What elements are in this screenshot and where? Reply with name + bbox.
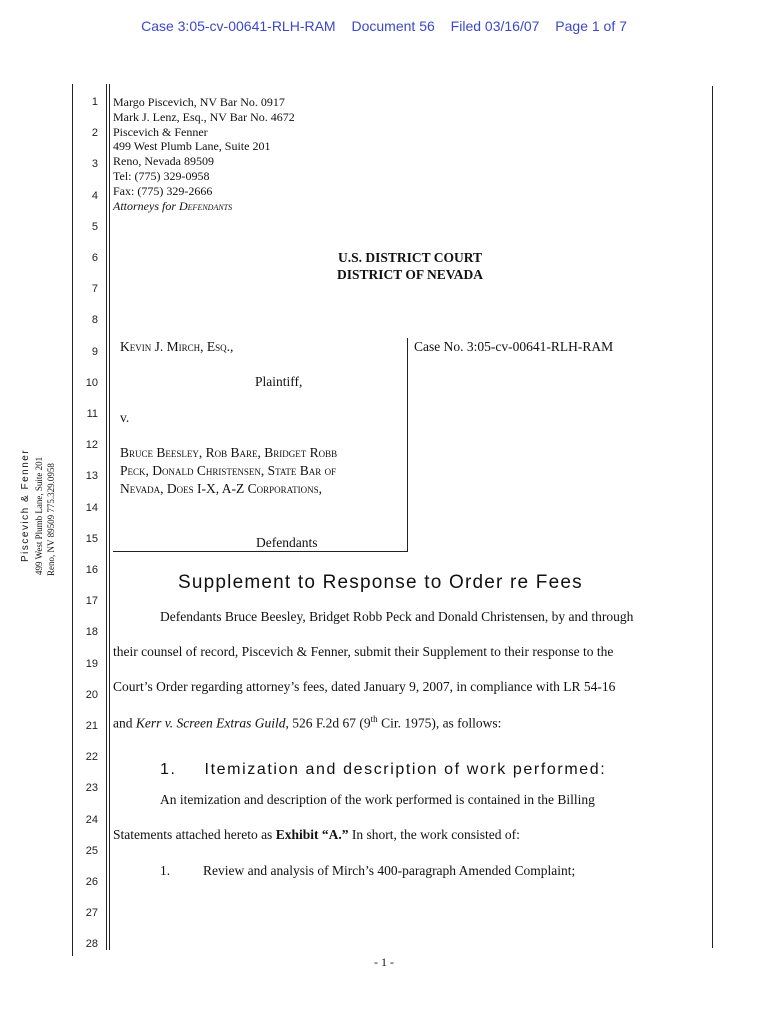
side-firm-address: 499 West Plumb Lane, Suite 201 [34, 456, 44, 575]
line-number: 4 [91, 189, 98, 202]
attorney-line: Margo Piscevich, NV Bar No. 0917 [113, 95, 285, 109]
versus-label: v. [120, 410, 130, 425]
margin-line-left-inner [106, 84, 107, 950]
line-number: 19 [85, 657, 98, 670]
line-number: 24 [85, 813, 98, 826]
defendants-line-1: Bruce Beesley, Rob Bare, Bridget Robb [120, 445, 338, 460]
header-document-number: Document 56 [351, 18, 435, 34]
body-para2-line1: An itemization and description of the work performed is contained in the Billing [160, 792, 595, 807]
court-line-2: DISTRICT OF NEVADA [336, 267, 484, 282]
line-number: 2 [91, 127, 98, 140]
margin-line-right [712, 86, 713, 948]
plaintiff-label: Plaintiff, [255, 374, 303, 389]
line-number: 1 [91, 96, 98, 108]
line-number: 6 [91, 252, 98, 264]
defendants-label: Defendants [256, 535, 318, 550]
ecf-header [0, 18, 768, 34]
attorney-line: Piscevich & Fenner [113, 124, 208, 139]
para1-citation: , 526 F.2d 67 (9 [285, 715, 371, 731]
line-number: 5 [91, 220, 98, 233]
line-number: 21 [85, 720, 98, 732]
line-number: 27 [85, 907, 98, 920]
body-para1-line2: their counsel of record, Piscevich & Fenner, submit their Supplement to their response to the [113, 644, 614, 659]
line-number: 15 [85, 532, 98, 545]
attorney-line: Tel: (775) 329-0958 [113, 168, 210, 183]
line-number: 17 [85, 595, 98, 608]
attorney-role-text: Attorneys for Defendants [113, 198, 233, 213]
attorney-role [113, 199, 295, 214]
line-number: 23 [85, 782, 98, 795]
body-para1-line3: Court’s Order regarding attorney’s fees, dated January 9, 2007, in compliance with LR 54-16 [113, 679, 616, 694]
defendants-line-2: Peck, Donald Christensen, State Bar of [120, 463, 337, 478]
line-number: 12 [85, 439, 98, 452]
list-item-text: Review and analysis of Mirch’s 400-paragraph Amended Complaint; [203, 863, 576, 878]
para2-summary: In short, the work consisted of: [348, 827, 520, 842]
line-number: 3 [91, 158, 98, 171]
case-number: Case No. 3:05-cv-00641-RLH-RAM [414, 339, 614, 354]
attorney-line: Mark J. Lenz, Esq., NV Bar No. 4672 [113, 109, 295, 124]
list-item-number: 1. [160, 863, 171, 878]
para1-and: and [113, 715, 136, 731]
attorney-line: 499 West Plumb Lane, Suite 201 [113, 139, 271, 154]
document-title: Supplement to Response to Order re Fees [178, 572, 583, 593]
body-para1-line4 [113, 714, 501, 732]
line-number: 16 [85, 564, 98, 576]
line-number: 25 [85, 844, 98, 857]
line-number: 26 [85, 876, 98, 888]
line-number: 10 [85, 376, 98, 389]
line-number: 22 [85, 751, 98, 764]
ordinal-suffix: th [370, 714, 378, 724]
para2-statements: Statements attached hereto as [113, 827, 276, 842]
line-number: 11 [86, 408, 98, 420]
attorney-line: Fax: (775) 329-2666 [113, 183, 213, 198]
margin-line-left-outer [72, 84, 73, 956]
court-line-1: U.S. DISTRICT COURT [337, 250, 483, 265]
body-para2-line2 [113, 827, 520, 843]
plaintiff-name: Kevin J. Mirch, Esq., [120, 339, 234, 354]
line-number: 28 [85, 938, 98, 951]
body-para1-line1: Defendants Bruce Beesley, Bridget Robb Peck and Donald Christensen, by and through [160, 609, 634, 624]
line-number: 20 [85, 688, 98, 701]
side-firm-name: Piscevich & Fenner [20, 448, 31, 562]
heading-text: Itemization and description of work performed: [204, 761, 607, 778]
line-number: 14 [85, 501, 98, 514]
header-case-number: Case 3:05-cv-00641-RLH-RAM [141, 18, 336, 34]
line-number: 9 [91, 345, 98, 358]
header-page-count: Page 1 of 7 [555, 18, 627, 34]
case-citation-name: Kerr v. Screen Extras Guild [135, 715, 286, 731]
court-name [290, 249, 530, 283]
line-number: 7 [91, 283, 98, 296]
margin-line-left-inner-2 [109, 84, 110, 950]
attorney-block [113, 95, 295, 213]
heading-number: 1. [160, 761, 177, 778]
exhibit-reference: Exhibit “A.” [275, 827, 349, 842]
line-number: 18 [85, 626, 98, 639]
para1-citation-end: Cir. 1975), as follows: [377, 715, 502, 731]
attorney-line: Reno, Nevada 89509 [113, 154, 214, 169]
side-firm-city-phone: Reno, NV 89509 775.329.0958 [46, 463, 56, 576]
section-heading-1 [160, 761, 606, 779]
header-filed-date: Filed 03/16/07 [450, 18, 540, 34]
page-footer: - 1 - [374, 955, 394, 969]
line-number: 8 [91, 314, 98, 327]
line-number: 13 [85, 470, 98, 483]
defendants-line-3: Nevada, Does I-X, A-Z Corporations, [120, 481, 322, 496]
